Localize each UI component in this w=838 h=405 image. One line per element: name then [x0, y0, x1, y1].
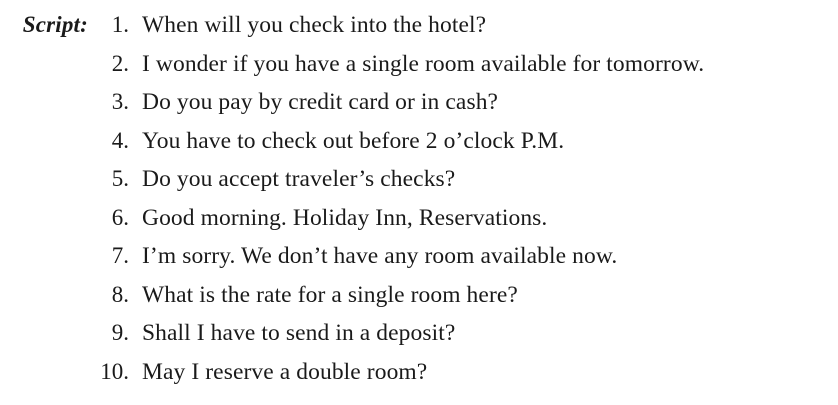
list-item-number: 9. — [111, 320, 129, 345]
list-item — [100, 122, 838, 161]
list-item — [100, 314, 838, 353]
list-item-text: Good morning. Holiday Inn, Reservations. — [142, 204, 548, 231]
script-line-list — [100, 6, 838, 391]
list-item-text: I wonder if you have a single room available for tomorrow. — [142, 50, 705, 77]
list-item-text: I’m sorry. We don’t have any room available now. — [142, 243, 618, 269]
list-item — [100, 353, 838, 392]
list-item — [100, 199, 838, 238]
list-item-number: 3. — [111, 89, 129, 114]
list-item — [100, 160, 838, 199]
list-item-text: What is the rate for a single room here? — [142, 281, 518, 308]
list-item-text: When will you check into the hotel? — [142, 12, 487, 38]
list-item-text: Shall I have to send in a deposit? — [142, 320, 456, 346]
list-item — [100, 6, 838, 45]
list-item-text: Do you pay by credit card or in cash? — [142, 89, 499, 115]
list-item-text: May I reserve a double room? — [142, 358, 428, 385]
list-item-number: 6. — [111, 204, 129, 230]
list-item-number: 5. — [111, 166, 129, 191]
list-item — [100, 45, 838, 84]
list-item — [100, 276, 838, 315]
list-item-number: 7. — [111, 243, 129, 268]
list-item — [100, 83, 838, 122]
list-item-text: You have to check out before 2 o’clock P.M. — [142, 127, 565, 154]
list-item-number: 10. — [100, 358, 129, 384]
list-item-number: 1. — [111, 12, 129, 37]
list-item-number: 2. — [111, 50, 129, 76]
list-item-number: 8. — [111, 281, 129, 307]
script-block — [0, 6, 838, 391]
list-item — [100, 237, 838, 276]
script-label: Script: — [22, 12, 88, 37]
list-item-number: 4. — [111, 127, 129, 153]
list-item-text: Do you accept traveler’s checks? — [142, 166, 456, 192]
